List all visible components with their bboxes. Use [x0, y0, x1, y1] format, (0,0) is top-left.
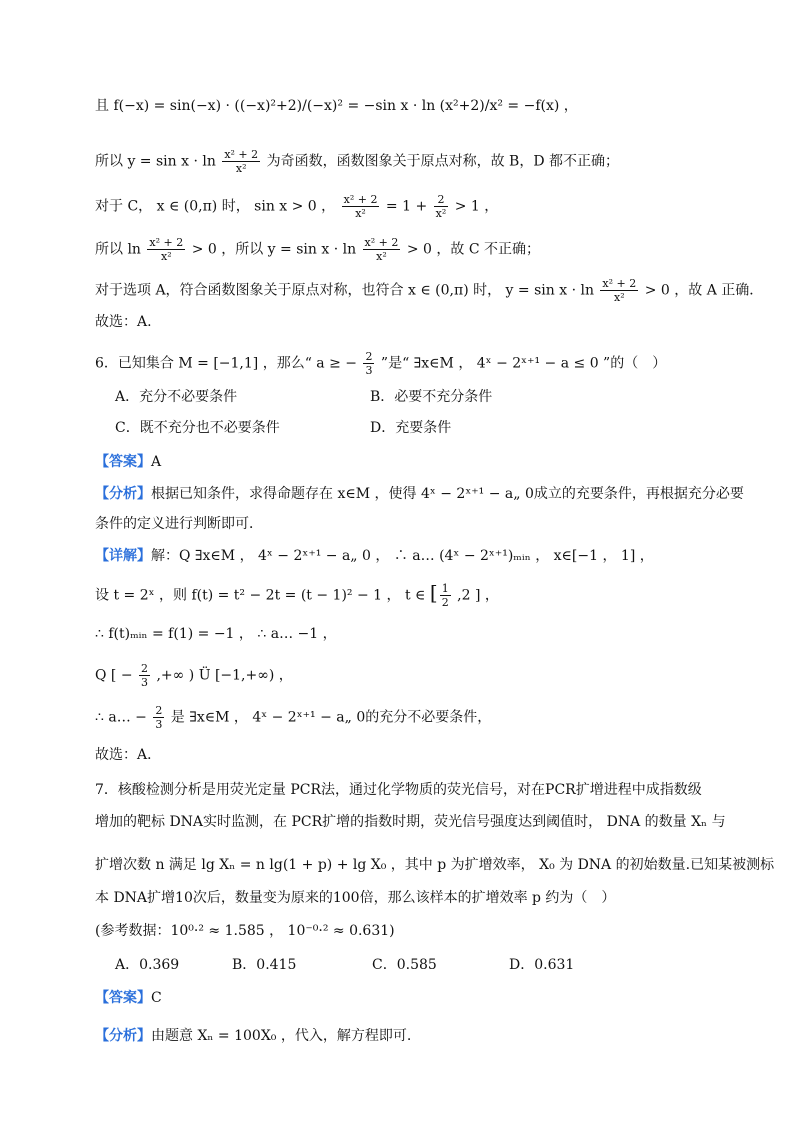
text-segment: > 0 ，故 C 不正确； — [406, 241, 540, 258]
question-7-line-4 — [95, 888, 615, 908]
q7-option-d: D．0.631 — [509, 957, 575, 973]
question-7-line-5 — [95, 921, 395, 941]
q6-option-a: A．充分不必要条件 — [115, 389, 238, 405]
detail-tag: 【详解】 — [95, 548, 151, 564]
equation-text: 且 f(−x) = sin(−x) · ((−x)²+2)/(−x)² = −sin x · ln (x²+2)/x² = −f(x) ， — [95, 98, 578, 114]
text-segment: 为奇函数，函数图象关于原点对称，故 B，D 都不正确； — [266, 153, 620, 170]
fraction: $\frac{1}{2}$ — [441, 582, 449, 609]
q7-option-c: C．0.585 — [372, 957, 437, 973]
text-line-6 — [95, 312, 152, 332]
analysis-7 — [95, 1026, 411, 1046]
text-line-2 — [95, 148, 619, 175]
text-segment: = 1 + — [385, 198, 428, 215]
question-7-line-2 — [95, 812, 726, 832]
text-line-4 — [95, 236, 540, 263]
analysis-6-line-1 — [95, 484, 744, 504]
text-segment: 对于 C， x ∈ (0,π) 时， sin x > 0 ， — [95, 198, 336, 215]
detail-6-line-1 — [95, 546, 654, 566]
text-segment: 所以 ln — [95, 241, 141, 258]
text-segment: ”是“ ∃x∈M ， 4ˣ − 2ˣ⁺¹ − a ≤ 0 ”的（ ） — [380, 355, 667, 372]
text-segment: 本 DNA扩增10次后，数量变为原来的100倍，那么该样本的扩增效率 p 约为（ ） — [95, 890, 616, 906]
text-segment: ∴ a… − — [95, 709, 147, 726]
detail-6-line-6 — [95, 745, 161, 765]
analysis-6-line-2 — [95, 514, 263, 534]
q7-option-a: A．0.369 — [115, 957, 180, 973]
analysis-tag: 【分析】 — [95, 486, 151, 502]
answer-6 — [95, 452, 161, 472]
text-segment: 条件的定义进行判断即可． — [95, 516, 263, 532]
text-segment: Q [ − — [95, 667, 133, 684]
fraction: $\frac{\text{x² + 2}}{\text{x²}}$ — [364, 236, 399, 263]
text-segment: > 0 ，所以 y = sin x · ln — [191, 241, 357, 258]
fraction: $\frac{2}{\text{x²}}$ — [435, 193, 447, 220]
answer-choice: 故选：A. — [95, 314, 152, 330]
text-segment: 扩增次数 n 满足 lg Xₙ = n lg(1 + p) + lg X₀ ，其中 p 为扩增效率， X₀ 为 DNA 的初始数量.已知某被测标 — [95, 857, 775, 873]
text-segment: 由题意 Xₙ = 100X₀ ，代入，解方程即可. — [151, 1028, 412, 1044]
fraction: $\frac{2}{3}$ — [141, 662, 149, 689]
text-segment: ∴ f(t)ₘᵢₙ = f(1) = −1 ， ∴ a… −1 ， — [95, 626, 337, 642]
text-segment: 根据已知条件，求得命题存在 x∈M ，使得 4ˣ − 2ˣ⁺¹ − a„ 0成立的充要条件，再根据充分必要 — [151, 486, 744, 502]
text-line-3 — [95, 193, 498, 220]
text-segment: ,2 ] ， — [457, 587, 499, 604]
text-line-5 — [95, 277, 763, 304]
q6-option-d: D．充要条件 — [370, 420, 452, 436]
text-segment: 6．已知集合 M = [−1,1] ，那么“ a ≥ − — [95, 355, 358, 372]
fraction: $\frac{\text{x² + 2}}{\text{x²}}$ — [149, 236, 184, 263]
q6-option-b: B．必要不充分条件 — [370, 389, 493, 405]
text-segment: ,+∞ ) Ü [−1,+∞) ， — [156, 667, 293, 684]
q6-option-c: C．既不充分也不必要条件 — [115, 420, 280, 436]
fraction: $\frac{2}{3}$ — [155, 704, 163, 731]
fraction: $\frac{\text{x² + 2}}{\text{x²}}$ — [602, 277, 637, 304]
answer-value: A — [151, 454, 162, 470]
text-segment: 故选：A． — [95, 747, 162, 763]
question-7-line-1 — [95, 780, 702, 800]
text-segment: 所以 y = sin x · ln — [95, 153, 216, 170]
analysis-tag: 【分析】 — [95, 1028, 151, 1044]
answer-tag: 【答案】 — [95, 454, 151, 470]
detail-6-line-5 — [95, 704, 491, 731]
answer-value: C — [151, 990, 162, 1006]
text-segment: 是 ∃x∈M ， 4ˣ − 2ˣ⁺¹ − a„ 0的充分不必要条件， — [170, 709, 492, 726]
fraction: $\frac{2}{3}$ — [365, 350, 373, 377]
text-segment: 7．核酸检测分析是用荧光定量 PCR法，通过化学物质的荧光信号，对在PCR扩增进程中成指数级 — [95, 782, 702, 798]
text-segment: 对于选项 A，符合函数图象关于原点对称，也符合 x ∈ (0,π) 时， y = sin x · ln — [95, 282, 594, 299]
text-segment: 解：Q ∃x∈M ， 4ˣ − 2ˣ⁺¹ − a„ 0 ， ∴ a… (4ˣ − 2ˣ⁺¹)ₘᵢₙ ， x∈[−1 ， 1] ， — [151, 548, 654, 564]
answer-7 — [95, 988, 162, 1008]
fraction: $\frac{\text{x² + 2}}{\text{x²}}$ — [343, 193, 378, 220]
detail-6-line-2: 设 t = 2ˣ ，则 f(t) = t² − 2t = (t − 1)² − 1 ， t ∈ [ $\frac{1}{2}$ ,2 ] ， — [95, 580, 499, 609]
answer-tag: 【答案】 — [95, 990, 151, 1006]
q7-option-b: B．0.415 — [232, 957, 297, 973]
text-segment: (参考数据：10⁰·² ≈ 1.585 ， 10⁻⁰·² ≈ 0.631) — [95, 923, 395, 939]
text-segment: > 1 ， — [454, 198, 499, 215]
text-segment: > 0 ，故 A 正确． — [644, 282, 764, 299]
fraction: $\frac{\text{x² + 2}}{\text{x²}}$ — [224, 148, 259, 175]
text-segment: 设 t = 2ˣ ，则 f(t) = t² − 2t = (t − 1)² − 1 ， t ∈ — [95, 587, 426, 604]
detail-6-line-4 — [95, 662, 293, 689]
detail-6-line-3 — [95, 624, 337, 644]
equation-line-1 — [95, 96, 578, 116]
question-6 — [95, 350, 666, 377]
text-segment: 增加的靶标 DNA实时监测，在 PCR扩增的指数时期，荧光信号强度达到阈值时， DNA 的数量 Xₙ 与 — [95, 814, 726, 830]
question-7-line-3 — [95, 855, 774, 875]
